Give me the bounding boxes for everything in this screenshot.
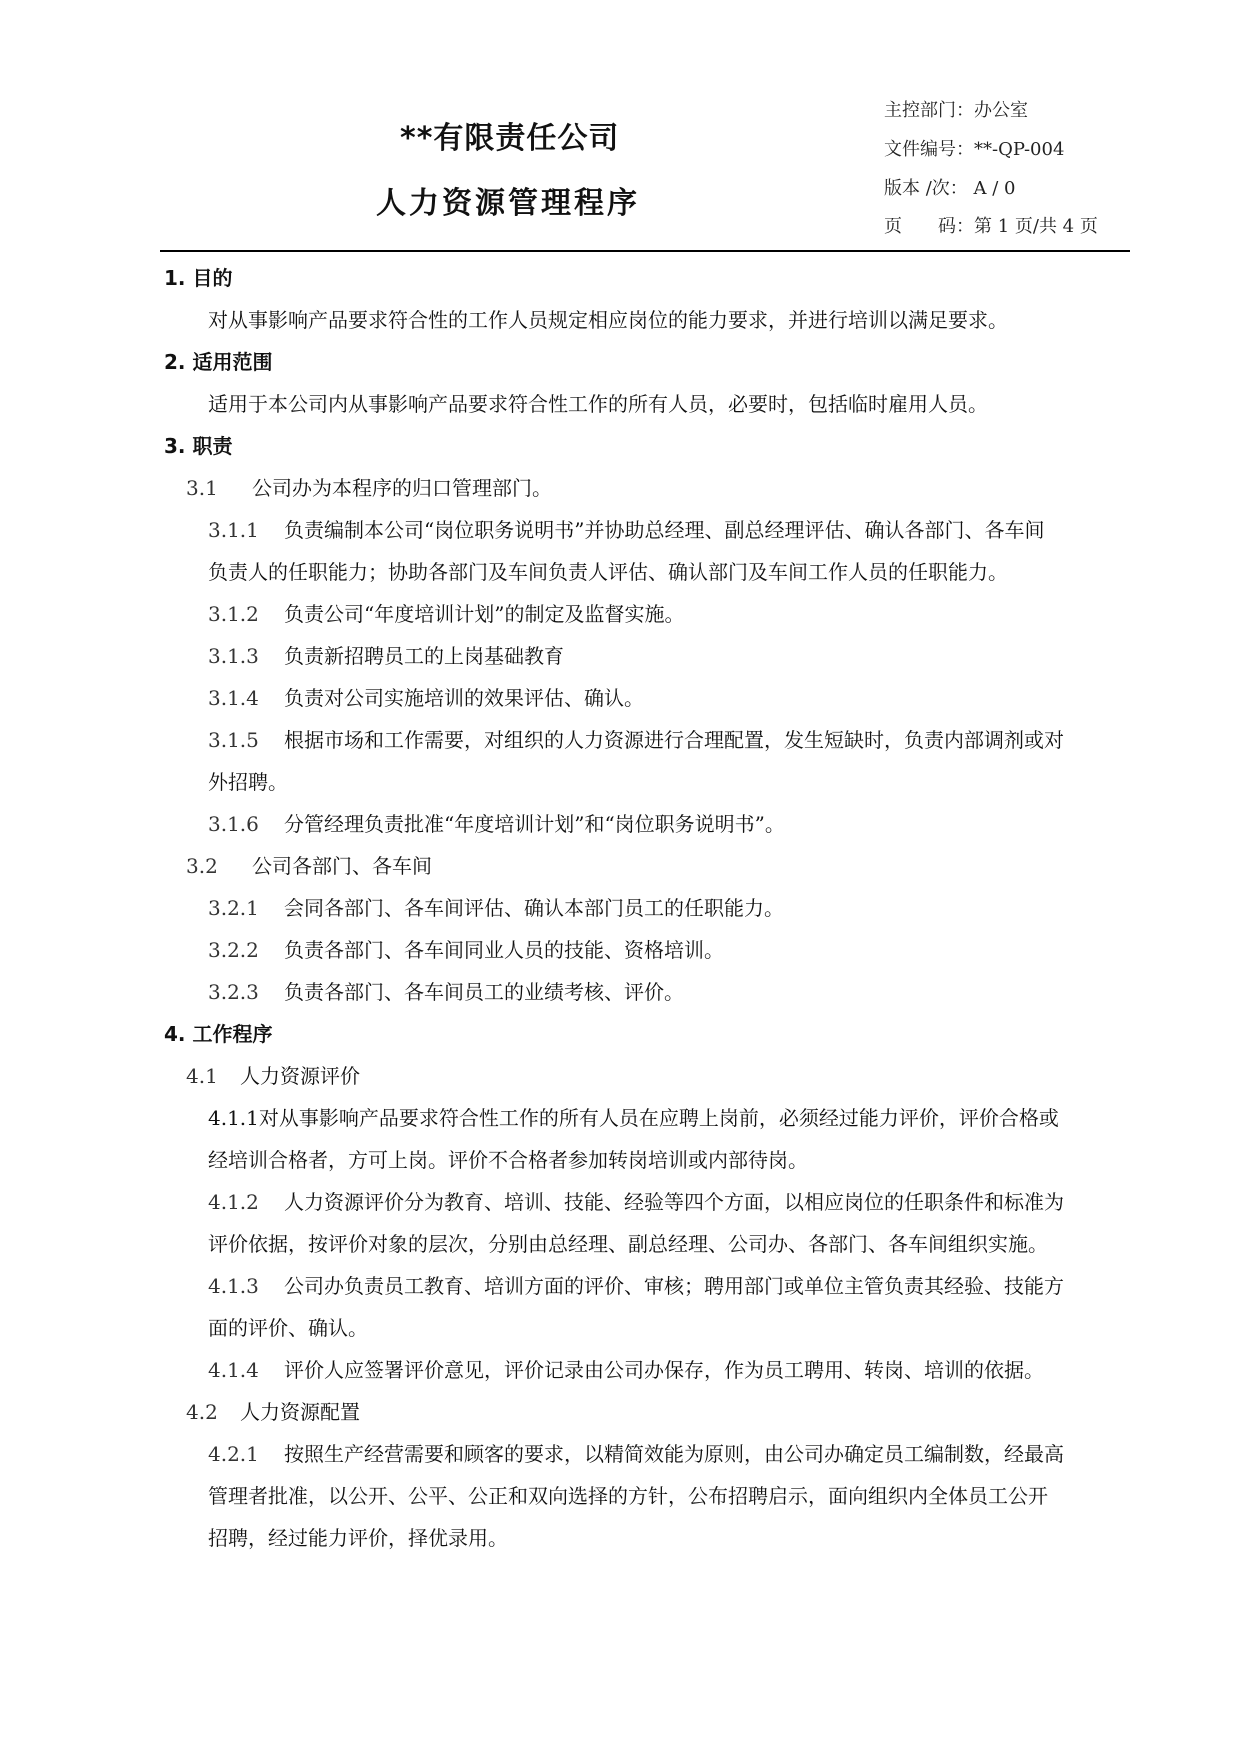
item-number: 4.2 (186, 1400, 218, 1424)
item-3-1 (186, 474, 552, 502)
section-3-heading: 3. 职责 (164, 434, 233, 458)
section-1-heading: 1. 目的 (164, 266, 233, 290)
item-4-1-3-continued: 面的评价、确认。 (208, 1316, 368, 1340)
item-number: 3.1 (186, 476, 218, 500)
item-text: 会同各部门、各车间评估、确认本部门员工的任职能力。 (284, 896, 784, 920)
item-3-1-1-continued: 负责人的任职能力；协助各部门及车间负责人评估、确认部门及车间工作人员的任职能力。 (208, 560, 1008, 584)
item-text: 负责编制本公司“岗位职务说明书”并协助总经理、副总经理评估、确认各部门、各车间 (284, 518, 1045, 542)
item-3-2-3 (208, 978, 684, 1006)
item-number: 3.2.3 (208, 980, 259, 1004)
item-number: 4.1.3 (208, 1274, 259, 1298)
item-number: 3.1.3 (208, 644, 259, 668)
section-2-heading: 2. 适用范围 (164, 350, 273, 374)
item-text: 人力资源评价 (240, 1064, 360, 1088)
item-text: 人力资源评价分为教育、培训、技能、经验等四个方面，以相应岗位的任职条件和标准为 (284, 1190, 1064, 1214)
item-number: 3.1.2 (208, 602, 259, 626)
item-text: 负责公司“年度培训计划”的制定及监督实施。 (284, 602, 685, 626)
item-4-1-1-continued: 经培训合格者，方可上岗。评价不合格者参加转岗培训或内部待岗。 (208, 1148, 808, 1172)
item-4-1-4 (208, 1356, 1044, 1384)
item-4-1-2-continued: 评价依据，按评价对象的层次，分别由总经理、副总经理、公司办、各部门、各车间组织实施。 (208, 1232, 1048, 1256)
item-3-2 (186, 852, 432, 880)
item-text: 负责各部门、各车间员工的业绩考核、评价。 (284, 980, 684, 1004)
meta-version: 版本 /次： A / 0 (884, 178, 1016, 199)
meta-file-number: 文件编号：**-QP-004 (884, 139, 1065, 160)
company-name: **有限责任公司 (400, 121, 620, 156)
item-3-1-5 (208, 726, 1064, 754)
item-number: 3.1.5 (208, 728, 259, 752)
item-text: 负责对公司实施培训的效果评估、确认。 (284, 686, 644, 710)
header-divider (160, 250, 1130, 252)
item-text: 公司办负责员工教育、培训方面的评价、审核；聘用部门或单位主管负责其经验、技能方 (284, 1274, 1064, 1298)
meta-department: 主控部门：办公室 (884, 100, 1028, 121)
item-text: 公司办为本程序的归口管理部门。 (252, 476, 552, 500)
item-text: 分管经理负责批准“年度培训计划”和“岗位职务说明书”。 (284, 812, 785, 836)
item-text: 按照生产经营需要和顾客的要求，以精简效能为原则，由公司办确定员工编制数，经最高 (284, 1442, 1064, 1466)
item-number: 3.2 (186, 854, 218, 878)
item-number: 3.1.4 (208, 686, 259, 710)
item-number: 3.1.6 (208, 812, 259, 836)
item-3-1-5-continued: 外招聘。 (208, 770, 288, 794)
meta-page-number: 页 码：第 1 页/共 4 页 (884, 216, 1098, 237)
item-4-2-1-continued-2: 招聘，经过能力评价，择优录用。 (208, 1526, 508, 1550)
item-4-1-2 (208, 1188, 1064, 1216)
item-4-1 (186, 1062, 360, 1090)
item-number: 3.2.1 (208, 896, 259, 920)
document-title: 人力资源管理程序 (376, 186, 640, 221)
item-number: 4.2.1 (208, 1442, 259, 1466)
item-number: 3.1.1 (208, 518, 259, 542)
item-text: 负责各部门、各车间同业人员的技能、资格培训。 (284, 938, 724, 962)
item-4-2 (186, 1398, 360, 1426)
item-4-1-3 (208, 1272, 1064, 1300)
item-number: 3.2.2 (208, 938, 259, 962)
item-3-1-3 (208, 642, 564, 670)
item-number: 4.1.2 (208, 1190, 259, 1214)
item-text: 评价人应签署评价意见，评价记录由公司办保存，作为员工聘用、转岗、培训的依据。 (284, 1358, 1044, 1382)
item-text: 负责新招聘员工的上岗基础教育 (284, 644, 564, 668)
item-3-1-2 (208, 600, 684, 628)
item-4-1-1: 4.1.1对从事影响产品要求符合性工作的所有人员在应聘上岗前，必须经过能力评价，评价合格或 (208, 1106, 1059, 1130)
item-number: 4.1 (186, 1064, 218, 1088)
item-4-2-1 (208, 1440, 1064, 1468)
item-number: 4.1.4 (208, 1358, 259, 1382)
item-3-2-1 (208, 894, 784, 922)
item-text: 公司各部门、各车间 (252, 854, 432, 878)
section-2-paragraph: 适用于本公司内从事影响产品要求符合性工作的所有人员，必要时，包括临时雇用人员。 (208, 392, 988, 416)
item-3-1-1 (208, 516, 1044, 544)
item-text: 人力资源配置 (240, 1400, 360, 1424)
item-3-2-2 (208, 936, 724, 964)
item-3-1-6 (208, 810, 785, 838)
section-4-heading: 4. 工作程序 (164, 1022, 273, 1046)
item-4-2-1-continued-1: 管理者批准，以公开、公平、公正和双向选择的方针，公布招聘启示，面向组织内全体员工公开 (208, 1484, 1048, 1508)
item-3-1-4 (208, 684, 644, 712)
section-1-paragraph: 对从事影响产品要求符合性的工作人员规定相应岗位的能力要求，并进行培训以满足要求。 (208, 308, 1008, 332)
item-text: 根据市场和工作需要，对组织的人力资源进行合理配置，发生短缺时，负责内部调剂或对 (284, 728, 1064, 752)
